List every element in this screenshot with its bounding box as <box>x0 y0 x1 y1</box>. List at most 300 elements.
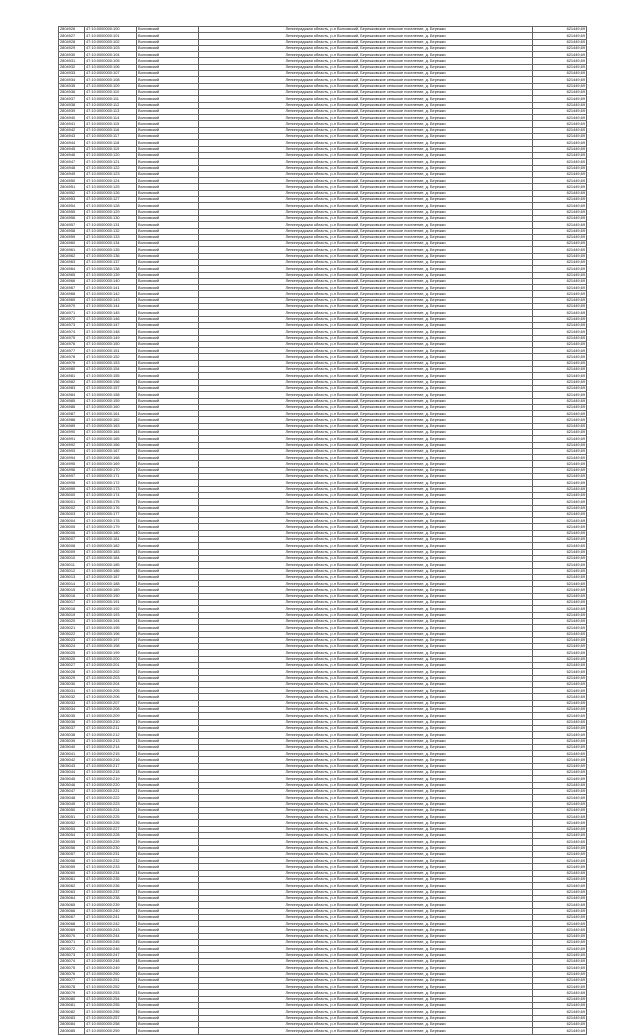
row-id-cell: 2805027 <box>59 662 85 668</box>
district-cell: Волховский <box>137 814 199 820</box>
value-cell: 621449,69 <box>533 644 587 650</box>
district-cell: Волховский <box>137 914 199 920</box>
row-id-cell: 2805079 <box>59 990 85 996</box>
value-cell: 621449,69 <box>533 889 587 895</box>
address-cell: Ленинградская область, р-н Волховский, Бережковское сельское поселение, д. Бережки <box>199 253 533 259</box>
district-cell: Волховский <box>137 757 199 763</box>
row-id-cell: 2804947 <box>59 159 85 165</box>
cadastral-number-cell: 47:10:0000000:184 <box>85 555 137 561</box>
cadastral-number-cell: 47:10:0000000:140 <box>85 278 137 284</box>
cadastral-number-cell: 47:10:0000000:229 <box>85 839 137 845</box>
district-cell: Волховский <box>137 675 199 681</box>
cadastral-number-cell: 47:10:0000000:226 <box>85 820 137 826</box>
row-id-cell: 2804968 <box>59 291 85 297</box>
district-cell: Волховский <box>137 127 199 133</box>
address-cell: Ленинградская область, р-н Волховский, Бережковское сельское поселение, д. Бережки <box>199 996 533 1002</box>
address-cell: Ленинградская область, р-н Волховский, Бережковское сельское поселение, д. Бережки <box>199 877 533 883</box>
row-id-cell: 2805025 <box>59 650 85 656</box>
cadastral-number-cell: 47:10:0000000:244 <box>85 933 137 939</box>
district-cell: Волховский <box>137 694 199 700</box>
district-cell: Волховский <box>137 625 199 631</box>
address-cell: Ленинградская область, р-н Волховский, Бережковское сельское поселение, д. Бережки <box>199 757 533 763</box>
address-cell: Ленинградская область, р-н Волховский, Бережковское сельское поселение, д. Бережки <box>199 228 533 234</box>
address-cell: Ленинградская область, р-н Волховский, Бережковское сельское поселение, д. Бережки <box>199 165 533 171</box>
cadastral-number-cell: 47:10:0000000:189 <box>85 587 137 593</box>
address-cell: Ленинградская область, р-н Волховский, Бережковское сельское поселение, д. Бережки <box>199 272 533 278</box>
district-cell: Волховский <box>137 889 199 895</box>
value-cell: 621449,69 <box>533 215 587 221</box>
row-id-cell: 2804962 <box>59 253 85 259</box>
cadastral-number-cell: 47:10:0000000:239 <box>85 902 137 908</box>
row-id-cell: 2805048 <box>59 795 85 801</box>
address-cell: Ленинградская область, р-н Волховский, Бережковское сельское поселение, д. Бережки <box>199 965 533 971</box>
cadastral-number-cell: 47:10:0000000:224 <box>85 807 137 813</box>
value-cell: 621449,69 <box>533 33 587 39</box>
district-cell: Волховский <box>137 27 199 33</box>
address-cell: Ленинградская область, р-н Волховский, Бережковское сельское поселение, д. Бережки <box>199 574 533 580</box>
district-cell: Волховский <box>137 637 199 643</box>
cadastral-number-cell: 47:10:0000000:214 <box>85 744 137 750</box>
value-cell: 621449,69 <box>533 801 587 807</box>
address-cell: Ленинградская область, р-н Волховский, Бережковское сельское поселение, д. Бережки <box>199 461 533 467</box>
cadastral-number-cell: 47:10:0000000:168 <box>85 455 137 461</box>
address-cell: Ленинградская область, р-н Волховский, Бережковское сельское поселение, д. Бережки <box>199 530 533 536</box>
cadastral-number-cell: 47:10:0000000:127 <box>85 197 137 203</box>
district-cell: Волховский <box>137 304 199 310</box>
cadastral-number-cell: 47:10:0000000:170 <box>85 467 137 473</box>
district-cell: Волховский <box>137 499 199 505</box>
cadastral-number-cell: 47:10:0000000:205 <box>85 688 137 694</box>
district-cell: Волховский <box>137 770 199 776</box>
row-id-cell: 2805012 <box>59 568 85 574</box>
value-cell: 621449,69 <box>533 738 587 744</box>
value-cell: 621449,69 <box>533 864 587 870</box>
cadastral-number-cell: 47:10:0000000:135 <box>85 247 137 253</box>
value-cell: 621449,69 <box>533 770 587 776</box>
value-cell: 621449,69 <box>533 782 587 788</box>
address-cell: Ленинградская область, р-н Волховский, Бережковское сельское поселение, д. Бережки <box>199 335 533 341</box>
cadastral-number-cell: 47:10:0000000:139 <box>85 272 137 278</box>
value-cell: 621449,69 <box>533 455 587 461</box>
value-cell: 621449,69 <box>533 921 587 927</box>
address-cell: Ленинградская область, р-н Волховский, Бережковское сельское поселение, д. Бережки <box>199 404 533 410</box>
district-cell: Волховский <box>137 190 199 196</box>
row-id-cell: 2805038 <box>59 732 85 738</box>
value-cell: 621449,69 <box>533 89 587 95</box>
value-cell: 621449,69 <box>533 83 587 89</box>
district-cell: Волховский <box>137 417 199 423</box>
district-cell: Волховский <box>137 581 199 587</box>
address-cell: Ленинградская область, р-н Волховский, Бережковское сельское поселение, д. Бережки <box>199 549 533 555</box>
cadastral-number-cell: 47:10:0000000:114 <box>85 115 137 121</box>
district-cell: Волховский <box>137 392 199 398</box>
district-cell: Волховский <box>137 285 199 291</box>
row-id-cell: 2805083 <box>59 1015 85 1021</box>
district-cell: Волховский <box>137 518 199 524</box>
address-cell: Ленинградская область, р-н Волховский, Бережковское сельское поселение, д. Бережки <box>199 39 533 45</box>
value-cell: 621449,69 <box>533 631 587 637</box>
address-cell: Ленинградская область, р-н Волховский, Бережковское сельское поселение, д. Бережки <box>199 234 533 240</box>
cadastral-number-cell: 47:10:0000000:130 <box>85 215 137 221</box>
address-cell: Ленинградская область, р-н Волховский, Бережковское сельское поселение, д. Бережки <box>199 675 533 681</box>
cadastral-number-cell: 47:10:0000000:215 <box>85 751 137 757</box>
district-cell: Волховский <box>137 360 199 366</box>
address-cell: Ленинградская область, р-н Волховский, Бережковское сельское поселение, д. Бережки <box>199 474 533 480</box>
row-id-cell: 2805044 <box>59 770 85 776</box>
cadastral-number-cell: 47:10:0000000:119 <box>85 146 137 152</box>
row-id-cell: 2804934 <box>59 77 85 83</box>
district-cell: Волховский <box>137 228 199 234</box>
row-id-cell: 2804931 <box>59 58 85 64</box>
address-cell: Ленинградская область, р-н Волховский, Бережковское сельское поселение, д. Бережки <box>199 839 533 845</box>
address-cell: Ленинградская область, р-н Волховский, Бережковское сельское поселение, д. Бережки <box>199 940 533 946</box>
address-cell: Ленинградская область, р-н Волховский, Бережковское сельское поселение, д. Бережки <box>199 650 533 656</box>
district-cell: Волховский <box>137 203 199 209</box>
address-cell: Ленинградская область, р-н Волховский, Бережковское сельское поселение, д. Бережки <box>199 140 533 146</box>
value-cell: 621449,69 <box>533 669 587 675</box>
cadastral-number-cell: 47:10:0000000:177 <box>85 511 137 517</box>
cadastral-number-cell: 47:10:0000000:158 <box>85 392 137 398</box>
address-cell: Ленинградская область, р-н Волховский, Бережковское сельское поселение, д. Бережки <box>199 102 533 108</box>
row-id-cell: 2805045 <box>59 776 85 782</box>
cadastral-number-cell: 47:10:0000000:172 <box>85 480 137 486</box>
address-cell: Ленинградская область, р-н Волховский, Бережковское сельское поселение, д. Бережки <box>199 562 533 568</box>
cadastral-number-cell: 47:10:0000000:129 <box>85 209 137 215</box>
cadastral-number-cell: 47:10:0000000:230 <box>85 845 137 851</box>
address-cell: Ленинградская область, р-н Волховский, Бережковское сельское поселение, д. Бережки <box>199 367 533 373</box>
cadastral-number-cell: 47:10:0000000:187 <box>85 574 137 580</box>
cadastral-number-cell: 47:10:0000000:254 <box>85 996 137 1002</box>
row-id-cell: 2804964 <box>59 266 85 272</box>
address-cell: Ленинградская область, р-н Волховский, Бережковское сельское поселение, д. Бережки <box>199 927 533 933</box>
value-cell: 621449,69 <box>533 555 587 561</box>
cadastral-number-cell: 47:10:0000000:218 <box>85 770 137 776</box>
value-cell: 621449,69 <box>533 272 587 278</box>
row-id-cell: 2805046 <box>59 782 85 788</box>
cadastral-number-cell: 47:10:0000000:165 <box>85 436 137 442</box>
address-cell: Ленинградская область, р-н Волховский, Бережковское сельское поселение, д. Бережки <box>199 807 533 813</box>
value-cell: 621449,69 <box>533 171 587 177</box>
cadastral-number-cell: 47:10:0000000:192 <box>85 606 137 612</box>
value-cell: 621449,69 <box>533 877 587 883</box>
district-cell: Волховский <box>137 197 199 203</box>
address-cell: Ленинградская область, р-н Волховский, Бережковское сельское поселение, д. Бережки <box>199 316 533 322</box>
row-id-cell: 2804945 <box>59 146 85 152</box>
address-cell: Ленинградская область, р-н Волховский, Бережковское сельское поселение, д. Бережки <box>199 492 533 498</box>
cadastral-number-cell: 47:10:0000000:171 <box>85 474 137 480</box>
cadastral-number-cell: 47:10:0000000:121 <box>85 159 137 165</box>
address-cell: Ленинградская область, р-н Волховский, Бережковское сельское поселение, д. Бережки <box>199 266 533 272</box>
value-cell: 621449,69 <box>533 958 587 964</box>
row-id-cell: 2804990 <box>59 430 85 436</box>
row-id-cell: 2805003 <box>59 511 85 517</box>
address-cell: Ленинградская область, р-н Волховский, Бережковское сельское поселение, д. Бережки <box>199 618 533 624</box>
address-cell: Ленинградская область, р-н Волховский, Бережковское сельское поселение, д. Бережки <box>199 851 533 857</box>
address-cell: Ленинградская область, р-н Волховский, Бережковское сельское поселение, д. Бережки <box>199 738 533 744</box>
cadastral-number-cell: 47:10:0000000:247 <box>85 952 137 958</box>
district-cell: Волховский <box>137 738 199 744</box>
cadastral-number-cell: 47:10:0000000:246 <box>85 946 137 952</box>
district-cell: Волховский <box>137 423 199 429</box>
row-id-cell: 2804943 <box>59 134 85 140</box>
district-cell: Волховский <box>137 820 199 826</box>
row-id-cell: 2805007 <box>59 537 85 543</box>
row-id-cell: 2805070 <box>59 933 85 939</box>
address-cell: Ленинградская область, р-н Волховский, Бережковское сельское поселение, д. Бережки <box>199 33 533 39</box>
cadastral-number-cell: 47:10:0000000:202 <box>85 669 137 675</box>
value-cell: 621449,69 <box>533 499 587 505</box>
row-id-cell: 2805040 <box>59 744 85 750</box>
district-cell: Волховский <box>137 259 199 265</box>
row-id-cell: 2804991 <box>59 436 85 442</box>
cadastral-number-cell: 47:10:0000000:148 <box>85 329 137 335</box>
address-cell: Ленинградская область, р-н Волховский, Бережковское сельское поселение, д. Бережки <box>199 1009 533 1015</box>
district-cell: Волховский <box>137 895 199 901</box>
address-cell: Ленинградская область, р-н Волховский, Бережковское сельское поселение, д. Бережки <box>199 398 533 404</box>
district-cell: Волховский <box>137 1015 199 1021</box>
address-cell: Ленинградская область, р-н Волховский, Бережковское сельское поселение, д. Бережки <box>199 392 533 398</box>
row-id-cell: 2804965 <box>59 272 85 278</box>
address-cell: Ленинградская область, р-н Волховский, Бережковское сельское поселение, д. Бережки <box>199 518 533 524</box>
value-cell: 621449,69 <box>533 914 587 920</box>
district-cell: Волховский <box>137 316 199 322</box>
cadastral-number-cell: 47:10:0000000:116 <box>85 127 137 133</box>
row-id-cell: 2804966 <box>59 278 85 284</box>
address-cell: Ленинградская область, р-н Волховский, Бережковское сельское поселение, д. Бережки <box>199 329 533 335</box>
row-id-cell: 2805008 <box>59 543 85 549</box>
address-cell: Ленинградская область, р-н Волховский, Бережковское сельское поселение, д. Бережки <box>199 977 533 983</box>
cadastral-number-cell: 47:10:0000000:243 <box>85 927 137 933</box>
value-cell: 621449,69 <box>533 486 587 492</box>
cadastral-number-cell: 47:10:0000000:209 <box>85 713 137 719</box>
row-id-cell: 2805005 <box>59 524 85 530</box>
district-cell: Волховский <box>137 965 199 971</box>
row-id-cell: 2805032 <box>59 694 85 700</box>
district-cell: Волховский <box>137 725 199 731</box>
district-cell: Волховский <box>137 511 199 517</box>
value-cell: 621449,69 <box>533 681 587 687</box>
address-cell: Ленинградская область, р-н Волховский, Бережковское сельское поселение, д. Бережки <box>199 64 533 70</box>
row-id-cell: 2805054 <box>59 833 85 839</box>
row-id-cell: 2805024 <box>59 644 85 650</box>
address-cell: Ленинградская область, р-н Волховский, Бережковское сельское поселение, д. Бережки <box>199 215 533 221</box>
value-cell: 621449,69 <box>533 77 587 83</box>
address-cell: Ленинградская область, р-н Волховский, Бережковское сельское поселение, д. Бережки <box>199 1021 533 1027</box>
address-cell: Ленинградская область, р-н Волховский, Бережковское сельское поселение, д. Бережки <box>199 656 533 662</box>
cadastral-number-cell: 47:10:0000000:227 <box>85 826 137 832</box>
row-id-cell: 2804933 <box>59 71 85 77</box>
cadastral-number-cell: 47:10:0000000:108 <box>85 77 137 83</box>
cadastral-number-cell: 47:10:0000000:181 <box>85 537 137 543</box>
value-cell: 621449,69 <box>533 795 587 801</box>
cadastral-number-cell: 47:10:0000000:145 <box>85 310 137 316</box>
address-cell: Ленинградская область, р-н Волховский, Бережковское сельское поселение, д. Бережки <box>199 858 533 864</box>
value-cell: 621449,69 <box>533 1009 587 1015</box>
value-cell: 621449,69 <box>533 448 587 454</box>
value-cell: 621449,69 <box>533 940 587 946</box>
value-cell: 621449,69 <box>533 247 587 253</box>
value-cell: 621449,69 <box>533 505 587 511</box>
address-cell: Ленинградская область, р-н Волховский, Бережковское сельское поселение, д. Бережки <box>199 442 533 448</box>
row-id-cell: 2805049 <box>59 801 85 807</box>
district-cell: Волховский <box>137 121 199 127</box>
cadastral-number-cell: 47:10:0000000:156 <box>85 379 137 385</box>
value-cell: 621449,69 <box>533 952 587 958</box>
district-cell: Волховский <box>137 530 199 536</box>
district-cell: Волховский <box>137 64 199 70</box>
value-cell: 621449,69 <box>533 285 587 291</box>
row-id-cell: 2804959 <box>59 234 85 240</box>
cadastral-number-cell: 47:10:0000000:118 <box>85 140 137 146</box>
address-cell: Ленинградская область, р-н Волховский, Бережковское сельское поселение, д. Бережки <box>199 159 533 165</box>
row-id-cell: 2805076 <box>59 971 85 977</box>
value-cell: 621449,69 <box>533 39 587 45</box>
cadastral-number-cell: 47:10:0000000:128 <box>85 203 137 209</box>
cadastral-number-cell: 47:10:0000000:195 <box>85 625 137 631</box>
address-cell: Ленинградская область, р-н Волховский, Бережковское сельское поселение, д. Бережки <box>199 127 533 133</box>
address-cell: Ленинградская область, р-н Волховский, Бережковское сельское поселение, д. Бережки <box>199 725 533 731</box>
cadastral-number-cell: 47:10:0000000:236 <box>85 883 137 889</box>
value-cell: 621449,69 <box>533 121 587 127</box>
district-cell: Волховский <box>137 71 199 77</box>
value-cell: 621449,69 <box>533 593 587 599</box>
row-id-cell: 2804998 <box>59 480 85 486</box>
district-cell: Волховский <box>137 782 199 788</box>
value-cell: 621449,69 <box>533 543 587 549</box>
value-cell: 621449,69 <box>533 209 587 215</box>
district-cell: Волховский <box>137 184 199 190</box>
district-cell: Волховский <box>137 587 199 593</box>
value-cell: 621449,69 <box>533 977 587 983</box>
row-id-cell: 2805016 <box>59 593 85 599</box>
district-cell: Волховский <box>137 430 199 436</box>
value-cell: 621449,69 <box>533 788 587 794</box>
cadastral-number-cell: 47:10:0000000:180 <box>85 530 137 536</box>
address-cell: Ленинградская область, р-н Волховский, Бережковское сельское поселение, д. Бережки <box>199 259 533 265</box>
cadastral-number-cell: 47:10:0000000:169 <box>85 461 137 467</box>
row-id-cell: 2804927 <box>59 33 85 39</box>
value-cell: 621449,69 <box>533 259 587 265</box>
value-cell: 621449,69 <box>533 467 587 473</box>
district-cell: Волховский <box>137 902 199 908</box>
cadastral-number-cell: 47:10:0000000:147 <box>85 322 137 328</box>
row-id-cell: 2804951 <box>59 184 85 190</box>
row-id-cell: 2805067 <box>59 914 85 920</box>
district-cell: Волховский <box>137 404 199 410</box>
district-cell: Волховский <box>137 442 199 448</box>
address-cell: Ленинградская область, р-н Волховский, Бережковское сельское поселение, д. Бережки <box>199 297 533 303</box>
district-cell: Волховский <box>137 851 199 857</box>
value-cell: 621449,69 <box>533 134 587 140</box>
cadastral-number-cell: 47:10:0000000:131 <box>85 222 137 228</box>
value-cell: 621449,69 <box>533 744 587 750</box>
value-cell: 621449,69 <box>533 316 587 322</box>
row-id-cell: 2805063 <box>59 889 85 895</box>
address-cell: Ленинградская область, р-н Волховский, Бережковское сельское поселение, д. Бережки <box>199 524 533 530</box>
district-cell: Волховский <box>137 593 199 599</box>
address-cell: Ленинградская область, р-н Волховский, Бережковское сельское поселение, д. Бережки <box>199 71 533 77</box>
address-cell: Ленинградская область, р-н Волховский, Бережковское сельское поселение, д. Бережки <box>199 178 533 184</box>
district-cell: Волховский <box>137 826 199 832</box>
cadastral-number-cell: 47:10:0000000:115 <box>85 121 137 127</box>
value-cell: 621449,69 <box>533 64 587 70</box>
value-cell: 621449,69 <box>533 492 587 498</box>
row-id-cell: 2804979 <box>59 360 85 366</box>
row-id-cell: 2804941 <box>59 121 85 127</box>
cadastral-number-cell: 47:10:0000000:146 <box>85 316 137 322</box>
district-cell: Волховский <box>137 656 199 662</box>
cadastral-number-cell: 47:10:0000000:112 <box>85 102 137 108</box>
district-cell: Волховский <box>137 807 199 813</box>
row-id-cell: 2804978 <box>59 354 85 360</box>
row-id-cell: 2804967 <box>59 285 85 291</box>
table-row <box>59 1028 587 1034</box>
row-id-cell: 2804942 <box>59 127 85 133</box>
district-cell: Волховский <box>137 373 199 379</box>
cadastral-number-cell: 47:10:0000000:111 <box>85 96 137 102</box>
address-cell: Ленинградская область, р-н Волховский, Бережковское сельское поселение, д. Бережки <box>199 241 533 247</box>
district-cell: Волховский <box>137 524 199 530</box>
address-cell: Ленинградская область, р-н Волховский, Бережковское сельское поселение, д. Бережки <box>199 379 533 385</box>
value-cell: 621449,69 <box>533 751 587 757</box>
cadastral-number-cell: 47:10:0000000:179 <box>85 524 137 530</box>
row-id-cell: 2805002 <box>59 505 85 511</box>
cadastral-number-cell: 47:10:0000000:137 <box>85 259 137 265</box>
district-cell: Волховский <box>137 480 199 486</box>
row-id-cell: 2804976 <box>59 341 85 347</box>
value-cell: 621449,69 <box>533 354 587 360</box>
cadastral-number-cell: 47:10:0000000:102 <box>85 39 137 45</box>
value-cell: 621449,69 <box>533 625 587 631</box>
district-cell: Волховский <box>137 662 199 668</box>
district-cell: Волховский <box>137 996 199 1002</box>
row-id-cell: 2805001 <box>59 499 85 505</box>
cadastral-number-cell: 47:10:0000000:109 <box>85 83 137 89</box>
district-cell: Волховский <box>137 134 199 140</box>
address-cell: Ленинградская область, р-н Волховский, Бережковское сельское поселение, д. Бережки <box>199 505 533 511</box>
address-cell: Ленинградская область, р-н Волховский, Бережковское сельское поселение, д. Бережки <box>199 411 533 417</box>
cadastral-number-cell: 47:10:0000000:212 <box>85 732 137 738</box>
row-id-cell: 2805073 <box>59 952 85 958</box>
row-id-cell: 2805059 <box>59 864 85 870</box>
address-cell: Ленинградская область, р-н Волховский, Бережковское сельское поселение, д. Бережки <box>199 222 533 228</box>
value-cell: 621449,69 <box>533 436 587 442</box>
district-cell: Волховский <box>137 732 199 738</box>
row-id-cell: 2804949 <box>59 171 85 177</box>
cadastral-number-cell: 47:10:0000000:193 <box>85 612 137 618</box>
district-cell: Волховский <box>137 650 199 656</box>
cadastral-number-cell: 47:10:0000000:105 <box>85 58 137 64</box>
value-cell: 621449,69 <box>533 776 587 782</box>
district-cell: Волховский <box>137 883 199 889</box>
address-cell: Ленинградская область, р-н Волховский, Бережковское сельское поселение, д. Бережки <box>199 669 533 675</box>
address-cell: Ленинградская область, р-н Волховский, Бережковское сельское поселение, д. Бережки <box>199 134 533 140</box>
cadastral-number-cell: 47:10:0000000:103 <box>85 45 137 51</box>
value-cell: 621449,69 <box>533 165 587 171</box>
cadastral-number-cell: 47:10:0000000:176 <box>85 505 137 511</box>
district-cell: Волховский <box>137 927 199 933</box>
value-cell: 621449,69 <box>533 474 587 480</box>
district-cell: Волховский <box>137 297 199 303</box>
district-cell: Волховский <box>137 555 199 561</box>
row-id-cell: 2804972 <box>59 316 85 322</box>
district-cell: Волховский <box>137 102 199 108</box>
district-cell: Волховский <box>137 688 199 694</box>
cadastral-number-cell: 47:10:0000000:154 <box>85 367 137 373</box>
district-cell: Волховский <box>137 921 199 927</box>
value-cell: 621449,69 <box>533 606 587 612</box>
value-cell: 621449,69 <box>533 1015 587 1021</box>
